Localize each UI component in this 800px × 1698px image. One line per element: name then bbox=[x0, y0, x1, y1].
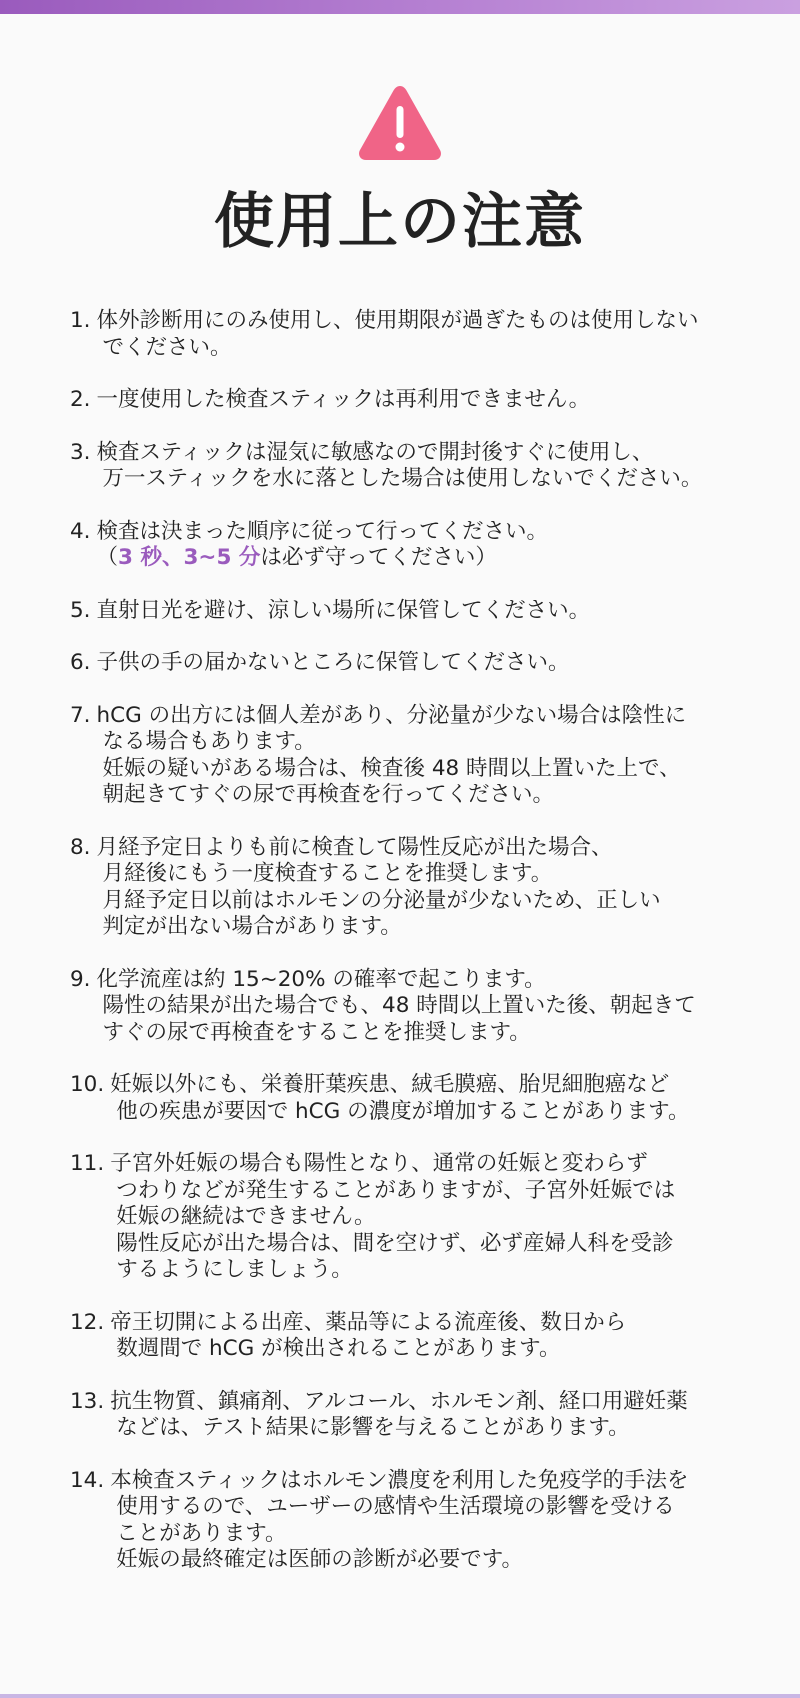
warning-triangle-icon bbox=[356, 82, 444, 164]
item-number: 10. bbox=[70, 1072, 105, 1097]
timing-highlight: 3 秒、3~5 分 bbox=[118, 545, 261, 570]
item-line: 子供の手の届かないところに保管してください。 bbox=[96, 650, 570, 675]
precaution-item bbox=[70, 387, 750, 414]
item-line: すぐの尿で再検査をすることを推奨します。 bbox=[102, 1019, 531, 1045]
item-number: 11. bbox=[70, 1151, 105, 1176]
item-number: 3. bbox=[70, 439, 91, 465]
precaution-item bbox=[70, 650, 750, 677]
item-number: 8. bbox=[70, 834, 91, 860]
item-text bbox=[97, 650, 750, 677]
item-line: 万一スティックを水に落とした場合は使用しないでください。 bbox=[102, 466, 703, 491]
item-number: 9. bbox=[70, 966, 91, 992]
item-number: 7. bbox=[70, 702, 91, 728]
item-line: 本検査スティックはホルモン濃度を利用した免疫学的手法を bbox=[110, 1467, 689, 1493]
item-text bbox=[97, 967, 750, 1047]
item-text bbox=[97, 440, 750, 493]
item-line: 一度使用した検査スティックは再利用できません。 bbox=[96, 387, 591, 412]
item-text bbox=[110, 1389, 750, 1442]
item-line: 妊娠以外にも、栄養肝葉疾患、絨毛膜癌、胎児細胞癌など bbox=[110, 1072, 670, 1097]
item-text bbox=[97, 387, 750, 414]
item-number: 6. bbox=[70, 650, 91, 675]
precaution-item bbox=[70, 1389, 750, 1442]
item-number: 4. bbox=[70, 518, 91, 544]
item-text bbox=[97, 308, 750, 361]
item-line: なる場合もあります。 bbox=[102, 729, 316, 754]
precaution-item bbox=[70, 835, 750, 941]
item-text bbox=[97, 598, 750, 625]
precaution-item bbox=[70, 440, 750, 493]
item-line: などは、テスト結果に影響を与えることがあります。 bbox=[116, 1415, 630, 1440]
precaution-item bbox=[70, 967, 750, 1047]
item-line: 化学流産は約 15~20% の確率で起こります。 bbox=[96, 966, 546, 992]
item-text bbox=[110, 1310, 750, 1363]
item-text bbox=[110, 1468, 750, 1574]
precaution-item bbox=[70, 308, 750, 361]
item-number: 14. bbox=[70, 1467, 105, 1493]
precaution-item bbox=[70, 519, 750, 572]
item-line: でください。 bbox=[102, 334, 232, 360]
item-line: 抗生物質、鎮痛剤、アルコール、ホルモン剤、経口用避妊薬 bbox=[110, 1388, 688, 1414]
item-line: するようにしましょう。 bbox=[116, 1257, 353, 1282]
item-number: 5. bbox=[70, 597, 91, 623]
item-line: 数週間で hCG が検出されることがあります。 bbox=[116, 1336, 561, 1361]
bottom-accent-bar bbox=[0, 1694, 800, 1698]
item-line: 妊娠の疑いがある場合は、検査後 48 時間以上置いた上で、 bbox=[102, 755, 681, 781]
item-note bbox=[97, 545, 750, 572]
item-text bbox=[97, 703, 750, 809]
top-accent-bar bbox=[0, 0, 800, 14]
precaution-item bbox=[70, 1310, 750, 1363]
item-line: 直射日光を避け、涼しい場所に保管してください。 bbox=[96, 597, 591, 623]
item-line: 妊娠の継続はできません。 bbox=[116, 1204, 376, 1229]
item-line: 体外診断用にのみ使用し、使用期限が過ぎたものは使用しない bbox=[96, 308, 699, 333]
note-open-paren: （ bbox=[96, 545, 119, 570]
item-line: hCG の出方には個人差があり、分泌量が少ない場合は陰性に bbox=[96, 702, 687, 728]
item-number: 2. bbox=[70, 387, 91, 412]
item-number: 12. bbox=[70, 1309, 105, 1335]
item-line: 帝王切開による出産、薬品等による流産後、数日から bbox=[110, 1309, 627, 1335]
item-text bbox=[97, 835, 750, 941]
item-text bbox=[110, 1151, 750, 1284]
precautions-list bbox=[70, 308, 750, 1600]
item-line: 月経予定日以前はホルモンの分泌量が少ないため、正しい bbox=[102, 887, 661, 913]
note-rest: は必ず守ってください） bbox=[260, 545, 497, 570]
item-line: 検査スティックは湿気に敏感なので開封後すぐに使用し、 bbox=[96, 439, 654, 465]
precaution-item bbox=[70, 598, 750, 625]
item-line: つわりなどが発生することがありますが、子宮外妊娠では bbox=[116, 1177, 676, 1203]
item-line: 検査は決まった順序に従って行ってください。 bbox=[96, 518, 549, 544]
item-line: 月経予定日よりも前に検査して陽性反応が出た場合、 bbox=[96, 834, 613, 860]
precaution-item bbox=[70, 1468, 750, 1574]
item-number: 13. bbox=[70, 1388, 105, 1414]
item-line: 判定が出ない場合があります。 bbox=[102, 914, 402, 939]
precaution-item bbox=[70, 1151, 750, 1284]
item-line: 他の疾患が要因で hCG の濃度が増加することがあります。 bbox=[116, 1098, 690, 1124]
item-text bbox=[110, 1072, 750, 1125]
item-line: 陽性の結果が出た場合でも、48 時間以上置いた後、朝起きて bbox=[102, 993, 696, 1018]
item-line: ことがあります。 bbox=[116, 1520, 287, 1546]
precaution-item bbox=[70, 703, 750, 809]
page-title: 使用上の注意 bbox=[214, 187, 586, 257]
item-line: 月経後にもう一度検査することを推奨します。 bbox=[102, 861, 553, 886]
precaution-item bbox=[70, 1072, 750, 1125]
item-line: 陽性反応が出た場合は、間を空けず、必ず産婦人科を受診 bbox=[116, 1230, 674, 1256]
item-line: 使用するので、ユーザーの感情や生活環境の影響を受ける bbox=[116, 1494, 675, 1519]
item-text bbox=[97, 519, 750, 572]
item-number: 1. bbox=[70, 308, 91, 333]
item-line: 子宮外妊娠の場合も陽性となり、通常の妊娠と変わらず bbox=[110, 1151, 648, 1176]
item-line: 朝起きてすぐの尿で再検査を行ってください。 bbox=[102, 782, 555, 807]
item-line: 妊娠の最終確定は医師の診断が必要です。 bbox=[116, 1547, 523, 1572]
